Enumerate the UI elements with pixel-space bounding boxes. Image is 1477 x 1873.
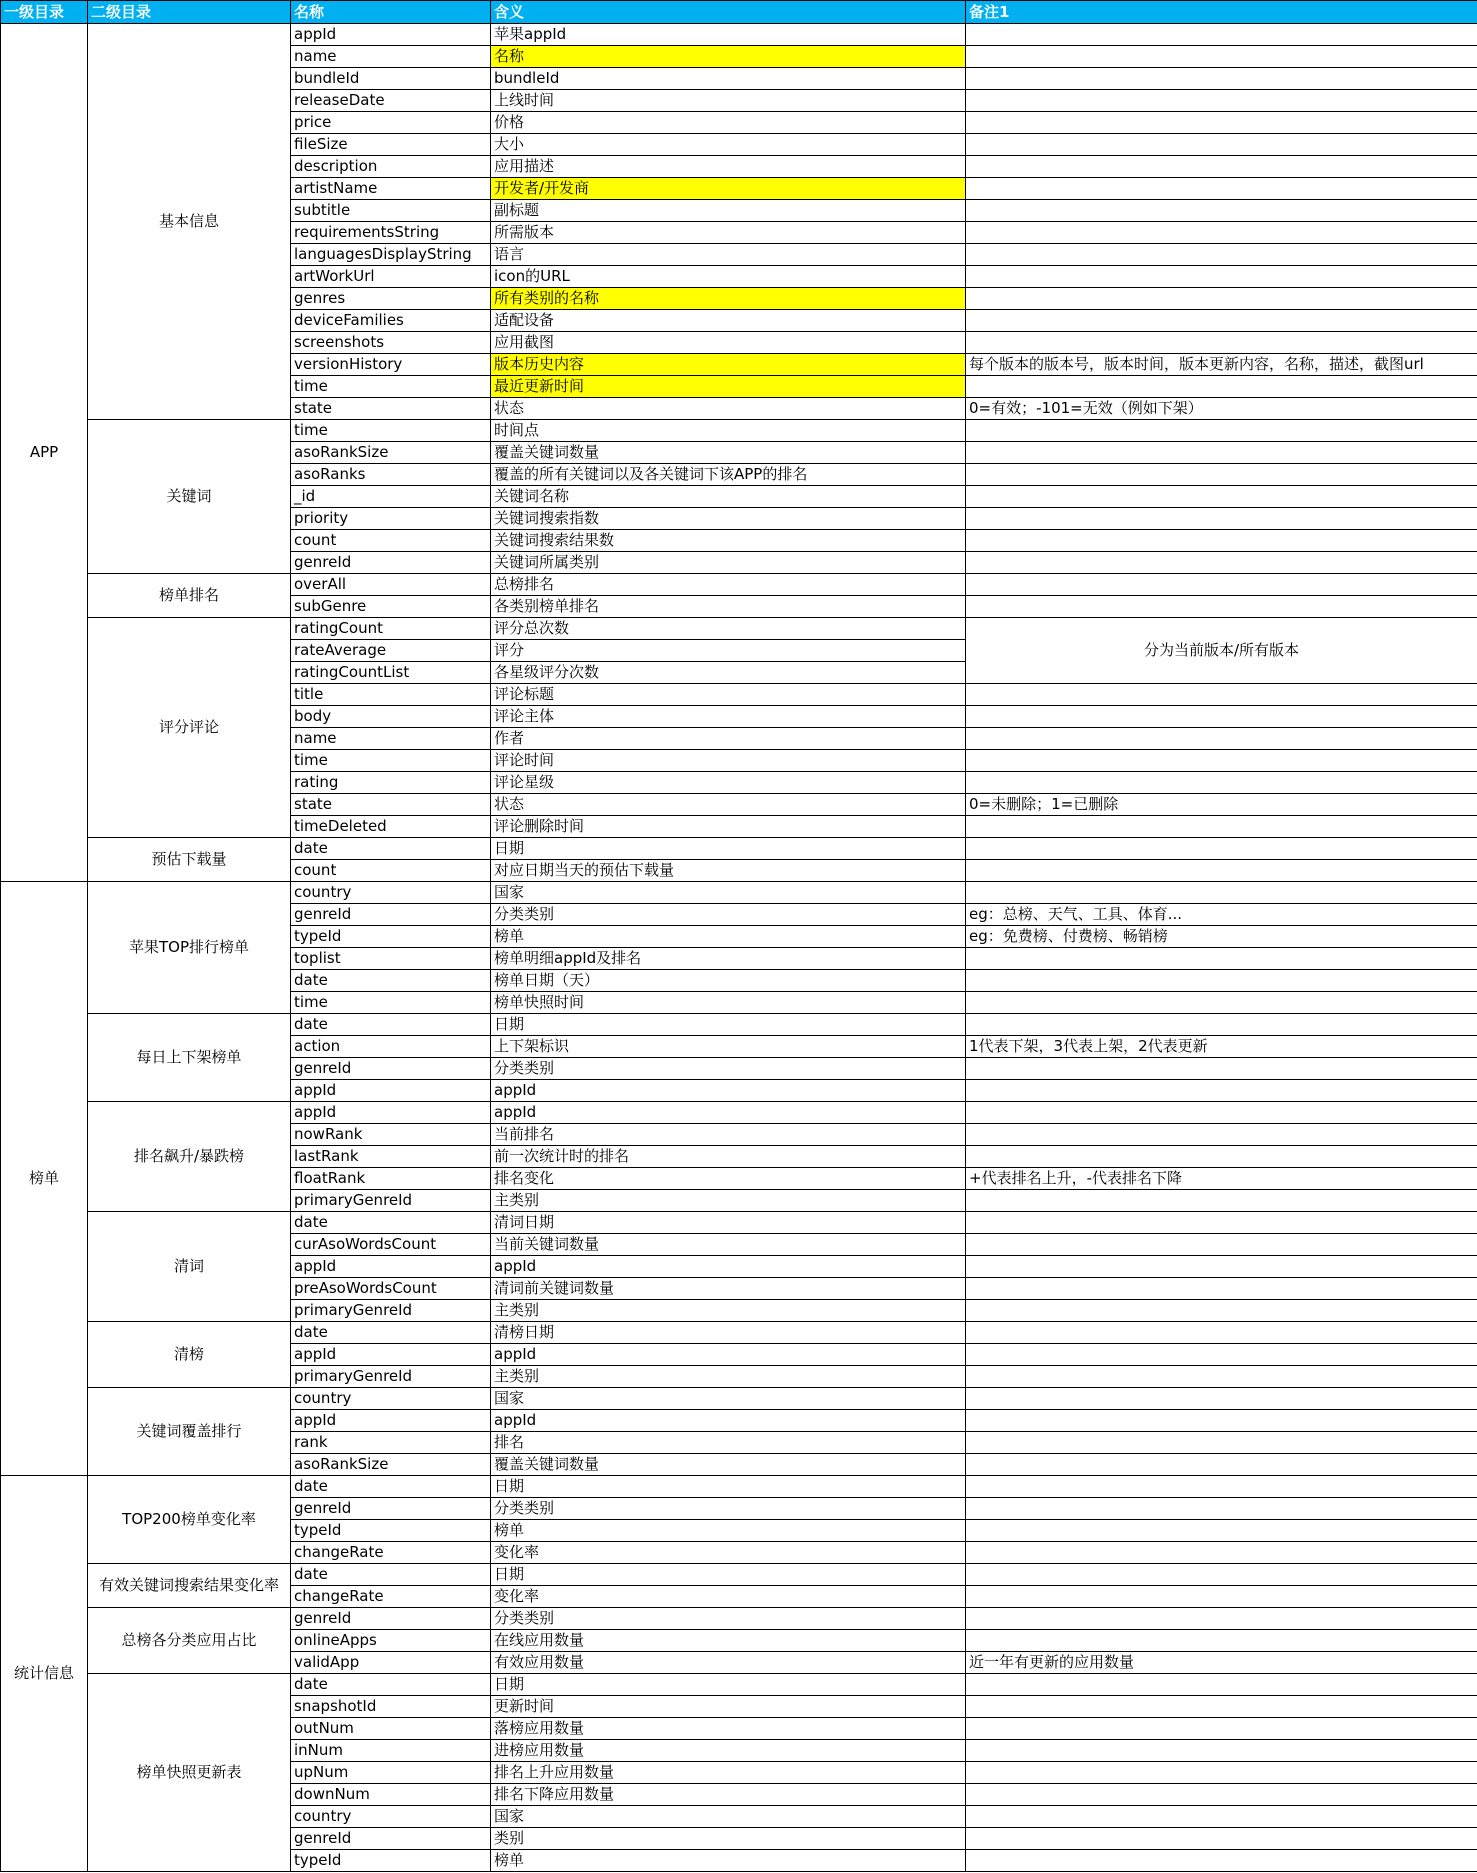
field-note-cell[interactable] (966, 596, 1477, 618)
level2-category-cell[interactable]: 关键词 (88, 420, 291, 574)
level2-category-cell[interactable]: 总榜各分类应用占比 (88, 1608, 291, 1674)
field-note-cell[interactable] (966, 684, 1477, 706)
field-name-cell[interactable]: date (291, 838, 491, 860)
field-note-cell[interactable] (966, 1586, 1477, 1608)
field-note-cell[interactable] (966, 1454, 1477, 1476)
field-note-cell[interactable] (966, 178, 1477, 200)
field-meaning-cell[interactable]: 状态 (491, 398, 966, 420)
field-note-cell[interactable] (966, 1674, 1477, 1696)
field-name-cell[interactable]: floatRank (291, 1168, 491, 1190)
field-note-cell[interactable] (966, 1102, 1477, 1124)
field-note-cell[interactable] (966, 772, 1477, 794)
header-name[interactable]: 名称 (291, 1, 491, 24)
field-meaning-cell[interactable]: 苹果appId (491, 24, 966, 46)
field-name-cell[interactable]: typeId (291, 926, 491, 948)
field-meaning-cell[interactable]: 所需版本 (491, 222, 966, 244)
field-meaning-cell[interactable]: appId (491, 1102, 966, 1124)
field-meaning-cell[interactable]: 主类别 (491, 1366, 966, 1388)
field-meaning-cell[interactable]: 分类类别 (491, 904, 966, 926)
field-note-cell[interactable] (966, 24, 1477, 46)
field-note-cell[interactable]: 0=未删除；1=已删除 (966, 794, 1477, 816)
field-note-cell[interactable] (966, 1498, 1477, 1520)
field-note-cell[interactable] (966, 134, 1477, 156)
field-note-cell[interactable] (966, 112, 1477, 134)
field-name-cell[interactable]: count (291, 530, 491, 552)
field-name-cell[interactable]: inNum (291, 1740, 491, 1762)
field-meaning-cell[interactable]: 对应日期当天的预估下载量 (491, 860, 966, 882)
field-meaning-cell[interactable]: appId (491, 1256, 966, 1278)
field-note-cell[interactable] (966, 1322, 1477, 1344)
field-name-cell[interactable]: outNum (291, 1718, 491, 1740)
field-name-cell[interactable]: country (291, 1388, 491, 1410)
header-level2[interactable]: 二级目录 (88, 1, 291, 24)
field-name-cell[interactable]: artWorkUrl (291, 266, 491, 288)
field-note-cell[interactable] (966, 1762, 1477, 1784)
field-meaning-cell[interactable]: 排名下降应用数量 (491, 1784, 966, 1806)
field-note-cell[interactable] (966, 706, 1477, 728)
field-name-cell[interactable]: curAsoWordsCount (291, 1234, 491, 1256)
field-meaning-cell[interactable]: 类别 (491, 1828, 966, 1850)
level1-category-cell[interactable]: 统计信息 (1, 1476, 88, 1872)
field-meaning-cell[interactable]: 覆盖的所有关键词以及各关键词下该APP的排名 (491, 464, 966, 486)
field-name-cell[interactable]: country (291, 882, 491, 904)
field-name-cell[interactable]: languagesDisplayString (291, 244, 491, 266)
level1-category-cell[interactable]: APP (1, 24, 88, 882)
field-note-cell[interactable] (966, 1784, 1477, 1806)
field-meaning-cell[interactable]: 副标题 (491, 200, 966, 222)
field-meaning-cell[interactable]: 各星级评分次数 (491, 662, 966, 684)
field-name-cell[interactable]: genreId (291, 904, 491, 926)
field-note-cell[interactable] (966, 1300, 1477, 1322)
field-name-cell[interactable]: versionHistory (291, 354, 491, 376)
field-name-cell[interactable]: date (291, 1476, 491, 1498)
level2-category-cell[interactable]: 榜单快照更新表 (88, 1674, 291, 1872)
field-note-cell[interactable] (966, 1740, 1477, 1762)
field-meaning-cell[interactable]: 关键词搜索结果数 (491, 530, 966, 552)
field-note-cell[interactable] (966, 1630, 1477, 1652)
field-note-cell[interactable] (966, 992, 1477, 1014)
field-meaning-cell[interactable]: 清榜日期 (491, 1322, 966, 1344)
field-note-cell[interactable] (966, 574, 1477, 596)
field-name-cell[interactable]: preAsoWordsCount (291, 1278, 491, 1300)
field-meaning-cell[interactable]: 当前排名 (491, 1124, 966, 1146)
field-note-cell[interactable] (966, 1608, 1477, 1630)
field-note-cell[interactable] (966, 156, 1477, 178)
field-name-cell[interactable]: time (291, 376, 491, 398)
field-name-cell[interactable]: price (291, 112, 491, 134)
field-name-cell[interactable]: date (291, 1212, 491, 1234)
field-note-cell[interactable] (966, 1014, 1477, 1036)
level2-category-cell[interactable]: 评分评论 (88, 618, 291, 838)
field-meaning-cell[interactable]: 主类别 (491, 1300, 966, 1322)
table-row (1, 1674, 1477, 1696)
table-row (1, 1388, 1477, 1410)
level2-category-cell[interactable]: 关键词覆盖排行 (88, 1388, 291, 1476)
field-meaning-cell[interactable]: 评分总次数 (491, 618, 966, 640)
field-name-cell[interactable]: primaryGenreId (291, 1190, 491, 1212)
field-name-cell[interactable]: onlineApps (291, 1630, 491, 1652)
field-name-cell[interactable]: asoRankSize (291, 442, 491, 464)
field-name-cell[interactable]: downNum (291, 1784, 491, 1806)
field-note-cell[interactable] (966, 1366, 1477, 1388)
field-meaning-cell[interactable]: 清词日期 (491, 1212, 966, 1234)
level2-category-cell[interactable]: 苹果TOP排行榜单 (88, 882, 291, 1014)
field-name-cell[interactable]: name (291, 728, 491, 750)
field-meaning-cell[interactable]: 有效应用数量 (491, 1652, 966, 1674)
table-row (1, 1564, 1477, 1586)
field-note-cell[interactable] (966, 1080, 1477, 1102)
field-note-cell[interactable] (966, 1564, 1477, 1586)
level2-category-cell[interactable]: 有效关键词搜索结果变化率 (88, 1564, 291, 1608)
level2-category-cell[interactable]: 清词 (88, 1212, 291, 1322)
field-meaning-cell[interactable]: 关键词名称 (491, 486, 966, 508)
field-name-cell[interactable]: asoRankSize (291, 1454, 491, 1476)
field-meaning-cell[interactable]: 国家 (491, 1388, 966, 1410)
field-note-cell[interactable] (966, 1234, 1477, 1256)
field-name-cell[interactable]: body (291, 706, 491, 728)
field-meaning-cell[interactable]: 评论主体 (491, 706, 966, 728)
field-meaning-cell[interactable]: 各类别榜单排名 (491, 596, 966, 618)
field-meaning-cell[interactable]: 所有类别的名称 (491, 288, 966, 310)
field-meaning-cell[interactable]: 覆盖关键词数量 (491, 1454, 966, 1476)
field-meaning-cell[interactable]: 总榜排名 (491, 574, 966, 596)
field-name-cell[interactable]: ratingCount (291, 618, 491, 640)
field-note-cell[interactable] (966, 1718, 1477, 1740)
field-note-cell[interactable] (966, 1212, 1477, 1234)
field-note-cell[interactable] (966, 222, 1477, 244)
field-name-cell[interactable]: toplist (291, 948, 491, 970)
field-name-cell[interactable]: fileSize (291, 134, 491, 156)
field-name-cell[interactable]: genreId (291, 1608, 491, 1630)
table-row (1, 1476, 1477, 1498)
field-meaning-cell[interactable]: 分类类别 (491, 1608, 966, 1630)
field-note-cell[interactable] (966, 970, 1477, 992)
field-meaning-cell[interactable]: 评论时间 (491, 750, 966, 772)
field-note-cell[interactable] (966, 882, 1477, 904)
field-meaning-cell[interactable]: 上线时间 (491, 90, 966, 112)
field-meaning-cell[interactable]: 主类别 (491, 1190, 966, 1212)
field-note-cell[interactable] (966, 420, 1477, 442)
field-name-cell[interactable]: genreId (291, 552, 491, 574)
field-name-cell[interactable]: state (291, 794, 491, 816)
level2-category-cell[interactable]: TOP200榜单变化率 (88, 1476, 291, 1564)
field-name-cell[interactable]: rateAverage (291, 640, 491, 662)
field-meaning-cell[interactable]: 国家 (491, 882, 966, 904)
field-note-cell[interactable] (966, 530, 1477, 552)
table-row (1, 1212, 1477, 1234)
field-meaning-cell[interactable]: 应用描述 (491, 156, 966, 178)
field-meaning-cell[interactable]: 适配设备 (491, 310, 966, 332)
field-name-cell[interactable]: ratingCountList (291, 662, 491, 684)
field-meaning-cell[interactable]: 排名 (491, 1432, 966, 1454)
field-meaning-cell[interactable]: 榜单明细appId及排名 (491, 948, 966, 970)
field-note-cell[interactable] (966, 266, 1477, 288)
field-note-cell[interactable] (966, 948, 1477, 970)
field-note-cell[interactable] (966, 332, 1477, 354)
field-name-cell[interactable]: priority (291, 508, 491, 530)
field-meaning-cell[interactable]: 排名变化 (491, 1168, 966, 1190)
field-meaning-cell[interactable]: 日期 (491, 1476, 966, 1498)
field-meaning-cell[interactable]: 清词前关键词数量 (491, 1278, 966, 1300)
field-meaning-cell[interactable]: 关键词搜索指数 (491, 508, 966, 530)
field-note-cell[interactable]: eg：免费榜、付费榜、畅销榜 (966, 926, 1477, 948)
field-meaning-cell[interactable]: 评论标题 (491, 684, 966, 706)
level2-category-cell[interactable]: 预估下载量 (88, 838, 291, 882)
field-name-cell[interactable]: deviceFamilies (291, 310, 491, 332)
field-name-cell[interactable]: timeDeleted (291, 816, 491, 838)
field-name-cell[interactable]: bundleId (291, 68, 491, 90)
table-row (1, 882, 1477, 904)
field-meaning-cell[interactable]: bundleId (491, 68, 966, 90)
field-meaning-cell[interactable]: 名称 (491, 46, 966, 68)
field-meaning-cell[interactable]: 作者 (491, 728, 966, 750)
field-note-cell[interactable] (966, 1806, 1477, 1828)
field-note-cell[interactable] (966, 244, 1477, 266)
field-name-cell[interactable]: subGenre (291, 596, 491, 618)
field-note-cell[interactable] (966, 1344, 1477, 1366)
field-note-cell[interactable] (966, 860, 1477, 882)
field-note-cell[interactable] (966, 552, 1477, 574)
field-note-cell[interactable] (966, 90, 1477, 112)
field-name-cell[interactable]: name (291, 46, 491, 68)
field-meaning-cell[interactable]: 版本历史内容 (491, 354, 966, 376)
field-meaning-cell[interactable]: 评论星级 (491, 772, 966, 794)
field-name-cell[interactable]: typeId (291, 1520, 491, 1542)
field-note-cell[interactable] (966, 1696, 1477, 1718)
table-row (1, 24, 1477, 46)
field-note-cell[interactable]: 近一年有更新的应用数量 (966, 1652, 1477, 1674)
field-meaning-cell[interactable]: 榜单快照时间 (491, 992, 966, 1014)
field-meaning-cell[interactable]: 大小 (491, 134, 966, 156)
field-note-cell[interactable] (966, 486, 1477, 508)
field-meaning-cell[interactable]: 变化率 (491, 1542, 966, 1564)
field-meaning-cell[interactable]: 评分 (491, 640, 966, 662)
table-row (1, 420, 1477, 442)
field-note-cell[interactable] (966, 1058, 1477, 1080)
field-note-cell[interactable] (966, 68, 1477, 90)
field-meaning-cell[interactable]: icon的URL (491, 266, 966, 288)
field-note-cell[interactable]: 每个版本的版本号，版本时间，版本更新内容，名称，描述，截图url (966, 354, 1477, 376)
field-name-cell[interactable]: lastRank (291, 1146, 491, 1168)
field-note-cell[interactable] (966, 288, 1477, 310)
field-note-cell[interactable] (966, 376, 1477, 398)
field-name-cell[interactable]: time (291, 750, 491, 772)
header-row (1, 1, 1477, 24)
field-meaning-cell[interactable]: 日期 (491, 838, 966, 860)
table-body (1, 24, 1477, 1872)
field-note-cell[interactable]: +代表排名上升，-代表排名下降 (966, 1168, 1477, 1190)
header-note[interactable]: 备注1 (966, 1, 1477, 24)
field-name-cell[interactable]: date (291, 1322, 491, 1344)
field-meaning-cell[interactable]: 榜单 (491, 1520, 966, 1542)
field-name-cell[interactable]: appId (291, 1410, 491, 1432)
field-note-cell[interactable] (966, 816, 1477, 838)
field-name-cell[interactable]: action (291, 1036, 491, 1058)
level2-category-cell[interactable]: 基本信息 (88, 24, 291, 420)
field-name-cell[interactable]: changeRate (291, 1542, 491, 1564)
field-meaning-cell[interactable]: 当前关键词数量 (491, 1234, 966, 1256)
field-note-cell[interactable]: 1代表下架，3代表上架，2代表更新 (966, 1036, 1477, 1058)
field-name-cell[interactable]: upNum (291, 1762, 491, 1784)
field-note-cell[interactable] (966, 200, 1477, 222)
field-name-cell[interactable]: rating (291, 772, 491, 794)
field-note-cell[interactable]: 分为当前版本/所有版本 (966, 618, 1477, 684)
level2-category-cell[interactable]: 榜单排名 (88, 574, 291, 618)
field-name-cell[interactable]: genreId (291, 1058, 491, 1080)
field-meaning-cell[interactable]: 在线应用数量 (491, 1630, 966, 1652)
field-meaning-cell[interactable]: 榜单日期（天） (491, 970, 966, 992)
field-meaning-cell[interactable]: 关键词所属类别 (491, 552, 966, 574)
table-row (1, 618, 1477, 640)
field-name-cell[interactable]: _id (291, 486, 491, 508)
field-note-cell[interactable] (966, 1432, 1477, 1454)
field-note-cell[interactable] (966, 1520, 1477, 1542)
field-note-cell[interactable] (966, 1410, 1477, 1432)
table-row (1, 838, 1477, 860)
field-note-cell[interactable] (966, 1190, 1477, 1212)
table-row (1, 574, 1477, 596)
field-note-cell[interactable] (966, 750, 1477, 772)
level2-category-cell[interactable]: 清榜 (88, 1322, 291, 1388)
field-meaning-cell[interactable]: 日期 (491, 1564, 966, 1586)
field-meaning-cell[interactable]: 最近更新时间 (491, 376, 966, 398)
field-meaning-cell[interactable]: 榜单 (491, 926, 966, 948)
table-row (1, 1014, 1477, 1036)
field-note-cell[interactable] (966, 1476, 1477, 1498)
field-meaning-cell[interactable]: 排名上升应用数量 (491, 1762, 966, 1784)
field-name-cell[interactable]: primaryGenreId (291, 1300, 491, 1322)
field-meaning-cell[interactable]: 进榜应用数量 (491, 1740, 966, 1762)
field-name-cell[interactable]: genres (291, 288, 491, 310)
level2-category-cell[interactable]: 每日上下架榜单 (88, 1014, 291, 1102)
field-note-cell[interactable] (966, 1828, 1477, 1850)
field-note-cell[interactable] (966, 442, 1477, 464)
field-meaning-cell[interactable]: appId (491, 1344, 966, 1366)
field-note-cell[interactable] (966, 508, 1477, 530)
field-meaning-cell[interactable]: 落榜应用数量 (491, 1718, 966, 1740)
field-meaning-cell[interactable]: 状态 (491, 794, 966, 816)
field-name-cell[interactable]: time (291, 992, 491, 1014)
field-name-cell[interactable]: appId (291, 1080, 491, 1102)
field-meaning-cell[interactable]: 分类类别 (491, 1498, 966, 1520)
field-name-cell[interactable]: typeId (291, 1850, 491, 1872)
field-name-cell[interactable]: time (291, 420, 491, 442)
field-name-cell[interactable]: appId (291, 1256, 491, 1278)
level2-category-cell[interactable]: 排名飙升/暴跌榜 (88, 1102, 291, 1212)
field-name-cell[interactable]: subtitle (291, 200, 491, 222)
field-name-cell[interactable]: appId (291, 1102, 491, 1124)
field-name-cell[interactable]: rank (291, 1432, 491, 1454)
field-note-cell[interactable]: 0=有效；-101=无效（例如下架） (966, 398, 1477, 420)
field-meaning-cell[interactable]: 应用截图 (491, 332, 966, 354)
field-name-cell[interactable]: state (291, 398, 491, 420)
field-meaning-cell[interactable]: 开发者/开发商 (491, 178, 966, 200)
field-meaning-cell[interactable]: 上下架标识 (491, 1036, 966, 1058)
field-name-cell[interactable]: artistName (291, 178, 491, 200)
field-meaning-cell[interactable]: 覆盖关键词数量 (491, 442, 966, 464)
field-meaning-cell[interactable]: 时间点 (491, 420, 966, 442)
field-name-cell[interactable]: requirementsString (291, 222, 491, 244)
field-note-cell[interactable] (966, 728, 1477, 750)
field-name-cell[interactable]: count (291, 860, 491, 882)
field-name-cell[interactable]: country (291, 1806, 491, 1828)
field-note-cell[interactable] (966, 1146, 1477, 1168)
field-name-cell[interactable]: genreId (291, 1498, 491, 1520)
field-name-cell[interactable]: appId (291, 24, 491, 46)
field-name-cell[interactable]: snapshotId (291, 1696, 491, 1718)
field-name-cell[interactable]: date (291, 1564, 491, 1586)
field-name-cell[interactable]: releaseDate (291, 90, 491, 112)
field-name-cell[interactable]: screenshots (291, 332, 491, 354)
field-note-cell[interactable] (966, 1542, 1477, 1564)
field-meaning-cell[interactable]: 前一次统计时的排名 (491, 1146, 966, 1168)
field-meaning-cell[interactable]: 分类类别 (491, 1058, 966, 1080)
field-meaning-cell[interactable]: appId (491, 1080, 966, 1102)
field-name-cell[interactable]: date (291, 1014, 491, 1036)
field-note-cell[interactable]: eg：总榜、天气、工具、体育... (966, 904, 1477, 926)
field-name-cell[interactable]: asoRanks (291, 464, 491, 486)
field-note-cell[interactable] (966, 838, 1477, 860)
field-note-cell[interactable] (966, 1850, 1477, 1872)
field-name-cell[interactable]: description (291, 156, 491, 178)
field-name-cell[interactable]: overAll (291, 574, 491, 596)
field-name-cell[interactable]: primaryGenreId (291, 1366, 491, 1388)
field-note-cell[interactable] (966, 1278, 1477, 1300)
field-meaning-cell[interactable]: 国家 (491, 1806, 966, 1828)
field-meaning-cell[interactable]: 更新时间 (491, 1696, 966, 1718)
field-meaning-cell[interactable]: 日期 (491, 1674, 966, 1696)
table-row (1, 1102, 1477, 1124)
field-name-cell[interactable]: genreId (291, 1828, 491, 1850)
field-note-cell[interactable] (966, 464, 1477, 486)
field-note-cell[interactable] (966, 310, 1477, 332)
field-name-cell[interactable]: validApp (291, 1652, 491, 1674)
field-note-cell[interactable] (966, 46, 1477, 68)
field-meaning-cell[interactable]: appId (491, 1410, 966, 1432)
field-name-cell[interactable]: nowRank (291, 1124, 491, 1146)
field-meaning-cell[interactable]: 价格 (491, 112, 966, 134)
header-level1[interactable]: 一级目录 (1, 1, 88, 24)
header-meaning[interactable]: 含义 (491, 1, 966, 24)
field-note-cell[interactable] (966, 1388, 1477, 1410)
field-name-cell[interactable]: changeRate (291, 1586, 491, 1608)
field-name-cell[interactable]: date (291, 1674, 491, 1696)
field-name-cell[interactable]: date (291, 970, 491, 992)
field-name-cell[interactable]: title (291, 684, 491, 706)
field-meaning-cell[interactable]: 榜单 (491, 1850, 966, 1872)
field-meaning-cell[interactable]: 变化率 (491, 1586, 966, 1608)
level1-category-cell[interactable]: 榜单 (1, 882, 88, 1476)
table-row (1, 1322, 1477, 1344)
field-name-cell[interactable]: appId (291, 1344, 491, 1366)
table-row (1, 1608, 1477, 1630)
field-meaning-cell[interactable]: 评论删除时间 (491, 816, 966, 838)
field-note-cell[interactable] (966, 1124, 1477, 1146)
field-note-cell[interactable] (966, 1256, 1477, 1278)
field-meaning-cell[interactable]: 语言 (491, 244, 966, 266)
field-meaning-cell[interactable]: 日期 (491, 1014, 966, 1036)
